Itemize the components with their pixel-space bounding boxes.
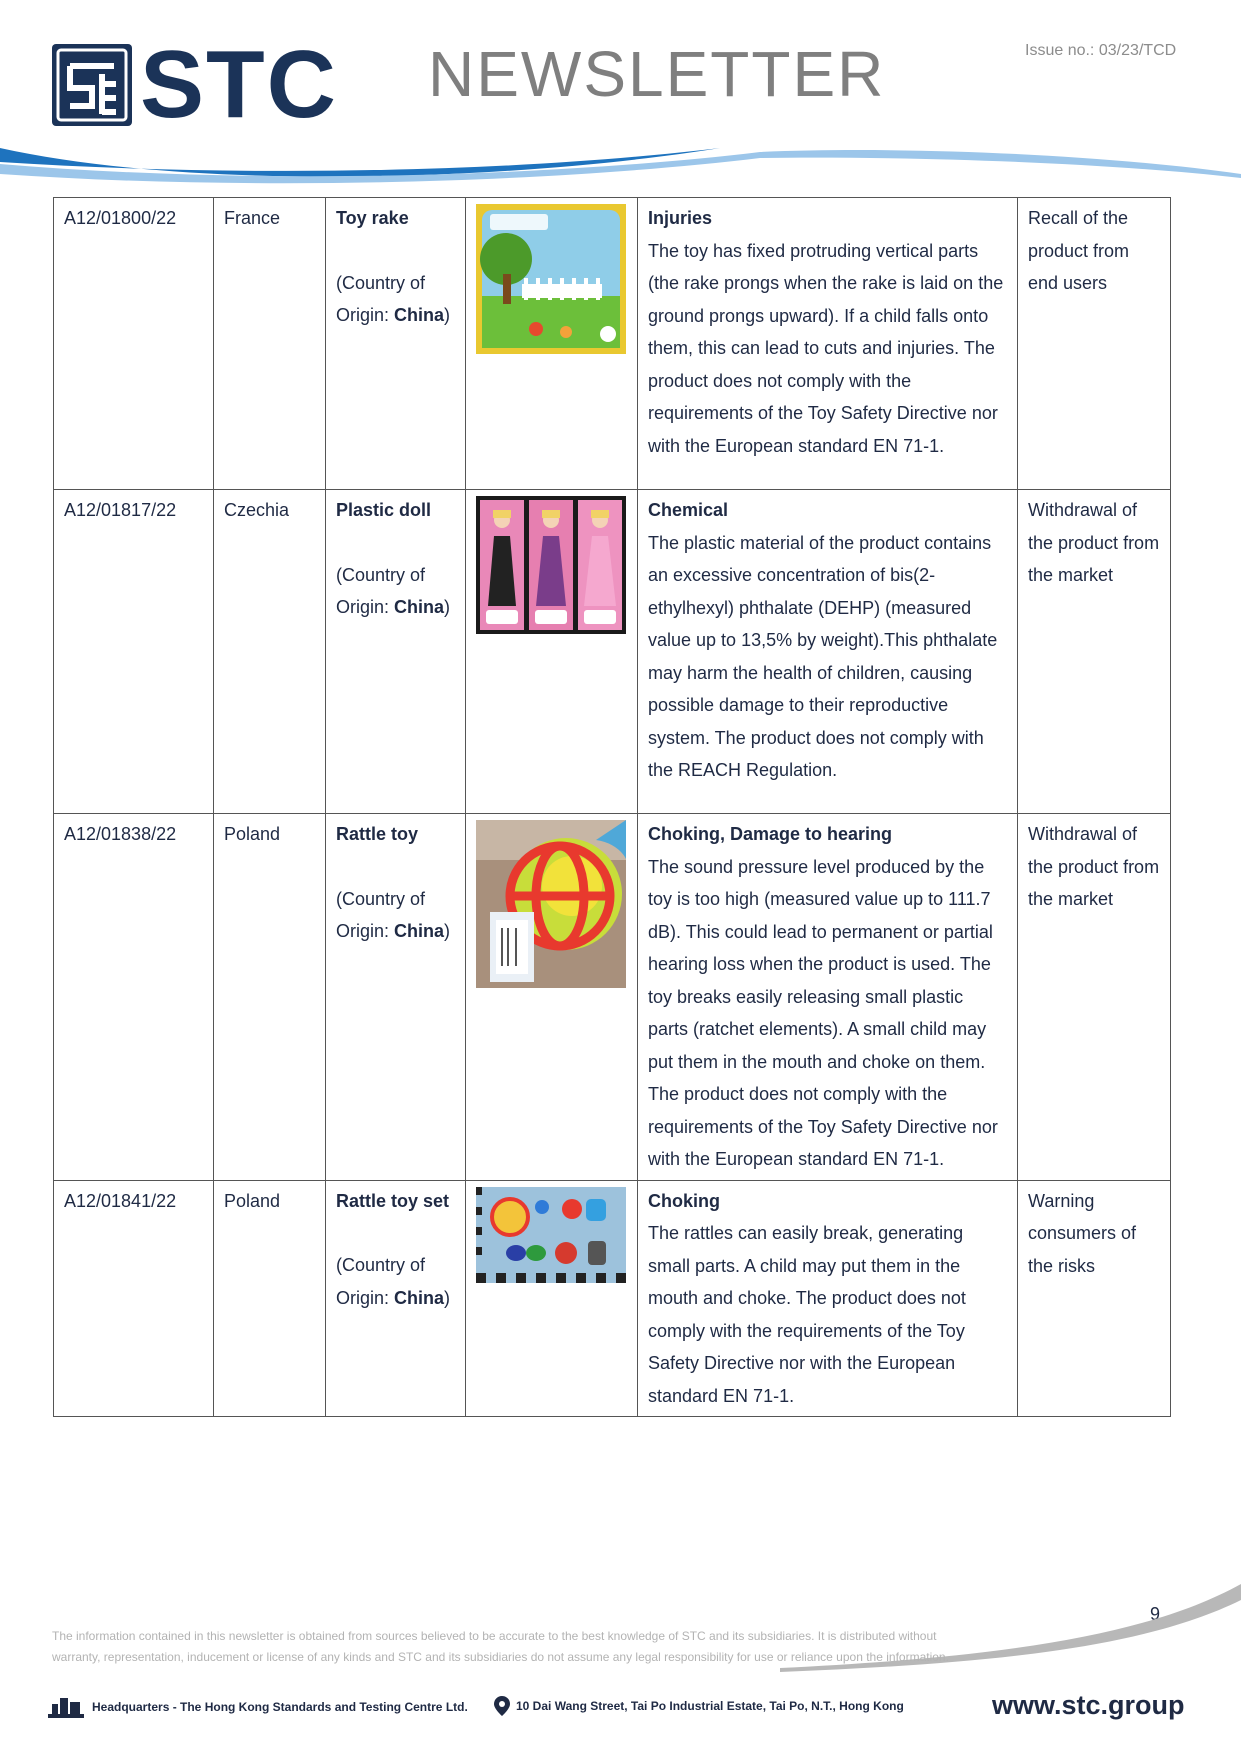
- risk-cell: [638, 198, 1018, 490]
- table-row: [54, 814, 1171, 1181]
- headquarters: [48, 1696, 468, 1718]
- product-image-cell: [466, 490, 638, 814]
- origin-label: (Country of Origin:: [336, 564, 426, 617]
- product-name: Toy rake: [336, 208, 409, 228]
- origin-country: China: [394, 305, 445, 325]
- origin-country: China: [394, 597, 445, 617]
- risk-type: Injuries: [648, 208, 713, 228]
- headquarters-text: Headquarters - The Hong Kong Standards and Testing Centre Ltd.: [92, 1700, 468, 1714]
- origin-label: (Country of Origin:: [336, 1255, 426, 1308]
- notifying-country: Poland: [214, 1180, 326, 1417]
- rattle-toy-set-photo: [476, 1187, 626, 1283]
- measures-taken: Recall of the product from end users: [1018, 198, 1171, 490]
- address-text: 10 Dai Wang Street, Tai Po Industrial Estate, Tai Po, N.T., Hong Kong: [516, 1699, 904, 1713]
- disclaimer: The information contained in this newsletter is obtained from sources believed to be accurate to the best knowledge of STC and its subsidiaries. It is distributed without warranty, representation, inducement or license of any kinds and STC and its subsidiaries do not assume any legal responsibility for use or reliance upon the information.: [52, 1629, 949, 1664]
- risk-cell: [638, 814, 1018, 1181]
- risk-type: Chemical: [648, 500, 729, 520]
- country-of-origin: [336, 883, 455, 948]
- risk-description: The sound pressure level produced by the toy is too high (measured value up to 111.7 dB). This could lead to permanent or partial hearing loss when the product is used. The toy breaks easily releasing small plastic parts (ratchet elements). A small child may put them in the mouth and choke on them. The product does not comply with the requirements of the Toy Safety Directive nor with the European standard EN 71-1.: [648, 856, 998, 1169]
- alert-reference: A12/01817/22: [54, 490, 214, 814]
- logo-emblem-icon: [52, 44, 132, 126]
- location-pin-icon: [494, 1696, 510, 1716]
- alert-reference: A12/01838/22: [54, 814, 214, 1181]
- table-row: [54, 490, 1171, 814]
- rattle-toy-photo: [476, 820, 626, 988]
- product-name: Rattle toy: [336, 824, 419, 844]
- product-image-cell: [466, 1180, 638, 1417]
- newsletter-title: NEWSLETTER: [428, 38, 886, 110]
- table-row: [54, 1180, 1171, 1417]
- measures-taken: Withdrawal of the product from the market: [1018, 490, 1171, 814]
- measures-taken: Warning consumers of the risks: [1018, 1180, 1171, 1417]
- product-cell: [326, 1180, 466, 1417]
- page-number: 9: [1150, 1604, 1161, 1624]
- building-icon: [48, 1696, 84, 1718]
- country-of-origin: [336, 267, 455, 332]
- notifying-country: France: [214, 198, 326, 490]
- stc-logo-mark: [52, 44, 132, 126]
- product-image-cell: [466, 814, 638, 1181]
- risk-cell: [638, 1180, 1018, 1417]
- address: [494, 1696, 904, 1716]
- notifying-country: Czechia: [214, 490, 326, 814]
- risk-description: The plastic material of the product contains an excessive concentration of bis(2-ethylhexyl) phthalate (DEHP) (measured value up to 13,5% by weight).This phthalate may harm the health of children, causing possible damage to their reproductive system. The product does not comply with the REACH Regulation.: [648, 532, 998, 780]
- product-alert-table: [53, 197, 1171, 1417]
- measures-taken: Withdrawal of the product from the market: [1018, 814, 1171, 1181]
- header-swoosh: [0, 140, 1241, 200]
- risk-type: Choking, Damage to hearing: [648, 824, 893, 844]
- origin-close: ): [444, 305, 451, 325]
- origin-country: China: [394, 921, 445, 941]
- origin-close: ): [444, 1287, 451, 1308]
- origin-country: China: [394, 1287, 445, 1308]
- origin-label: (Country of Origin:: [336, 888, 426, 941]
- stc-logo: [52, 31, 352, 138]
- product-cell: [326, 814, 466, 1181]
- website-link[interactable]: www.stc.group: [992, 1690, 1185, 1720]
- risk-description: The toy has fixed protruding vertical parts (the rake prongs when the rake is laid on the ground prongs upward). If a child falls onto them, this can lead to cuts and injuries. The product does not comply with the requirements of the Toy Safety Directive nor with the European standard EN 71-1.: [648, 240, 1004, 456]
- alert-reference: A12/01800/22: [54, 198, 214, 490]
- product-name: Plastic doll: [336, 500, 432, 520]
- plastic-doll-photo: [476, 496, 626, 634]
- country-of-origin: [336, 1249, 455, 1314]
- origin-close: ): [444, 921, 451, 941]
- stc-logo-text: STC: [140, 31, 338, 138]
- table-row: [54, 198, 1171, 490]
- risk-description: The rattles can easily break, generating small parts. A child may put them in the mouth and choke. The product does not comply with the requirements of the Toy Safety Directive nor with the European standard EN 71-1.: [648, 1223, 966, 1406]
- alert-reference: A12/01841/22: [54, 1180, 214, 1417]
- product-image-cell: [466, 198, 638, 490]
- risk-type: Choking: [648, 1190, 720, 1211]
- notifying-country: Poland: [214, 814, 326, 1181]
- product-cell: [326, 198, 466, 490]
- origin-close: ): [444, 597, 451, 617]
- toy-rake-photo: [476, 204, 626, 354]
- issue-number: Issue no.: 03/23/TCD: [1025, 42, 1177, 59]
- country-of-origin: [336, 559, 455, 624]
- origin-label: (Country of Origin:: [336, 272, 426, 325]
- product-cell: [326, 490, 466, 814]
- risk-cell: [638, 490, 1018, 814]
- product-name: Rattle toy set: [336, 1190, 450, 1211]
